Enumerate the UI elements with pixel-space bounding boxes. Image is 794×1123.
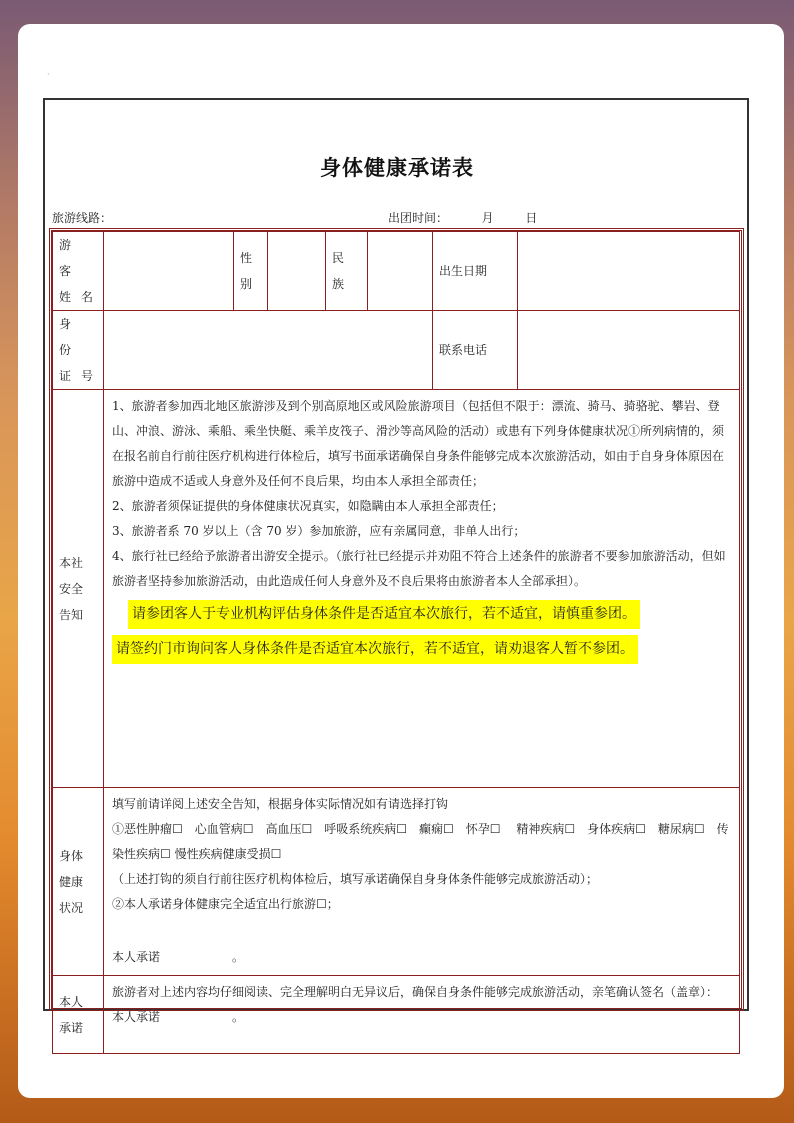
safety-p4: 4、旅行社已经给予旅游者出游安全提示。（旅行社已经提示并劝阻不符合上述条件的旅游者不要参加旅游活动，但如旅游者坚持参加旅游活动，由此造成任何人身意外及不良后果将由旅游者本人全部承担）。 (112, 549, 726, 588)
health-ok-checkbox[interactable]: ②本人承诺身体健康完全适宜出行旅游☐； (112, 897, 339, 911)
health-checklist[interactable]: ①恶性肿瘤☐ 心血管病☐ 高血压☐ 呼吸系统疾病☐ 癫痫☐ 怀孕☐ 精神疾病☐ 身体疾病☐ 糖尿病☐ 传染性疾病☐ 慢性疾病健康受损☐ (112, 822, 729, 861)
birth-field[interactable] (518, 232, 740, 311)
ethnicity-label: 民 族 (326, 232, 368, 311)
safety-p1: 1、旅游者参加西北地区旅游涉及到个别高原地区或风险旅游项目（包括但不限于：漂流、骑马、骑骆驼、攀岩、登山、冲浪、游泳、乘船、乘坐快艇、乘羊皮筏子、滑沙等高风险的活动）或患有下列身体健康状况①所列病情的，须在报名前自行前往医疗机构进行体检后，填写书面承诺确保自身条件能够完成本次旅游活动，如由于自身身体原因在旅游中造成不适或人身意外及任何不良后果，均由本人承担全部责任； (112, 399, 725, 488)
table-row (53, 788, 740, 976)
month-label: 月 (481, 211, 494, 225)
birth-label: 出生日期 (433, 232, 518, 311)
id-label: 身 份 证号 (53, 311, 104, 390)
health-intro: 填写前请详阅上述安全告知，根据身体实际情况如有请选择打钩 (112, 797, 449, 811)
name-field[interactable] (104, 232, 234, 311)
promise-content (104, 976, 740, 1054)
health-status (104, 788, 740, 976)
day-label: 日 (525, 211, 538, 225)
health-signature[interactable]: 本人承诺 。 (112, 950, 245, 964)
table-row (53, 232, 740, 311)
safety-label: 本社 安全 告知 (53, 390, 104, 788)
safety-notice (104, 390, 740, 788)
route-label: 旅游线路： (52, 211, 113, 225)
depart-date (388, 209, 537, 226)
highlight-notice-1: 请参团客人于专业机构评估身体条件是否适宜本次旅行，若不适宜，请慎重参团。 (128, 600, 640, 629)
gender-field[interactable] (268, 232, 326, 311)
page-title: 身体健康承诺表 (320, 155, 474, 180)
highlight-notice-2: 请签约门市询问客人身体条件是否适宜本次旅行，若不适宜，请劝退客人暂不参团。 (112, 635, 638, 664)
table-row (53, 311, 740, 390)
ethnicity-field[interactable] (368, 232, 433, 311)
phone-field[interactable] (518, 311, 740, 390)
id-field[interactable] (104, 311, 433, 390)
promise-signature[interactable]: 本人承诺 。 (112, 1010, 245, 1024)
promise-table (49, 228, 744, 1035)
health-note: （上述打钩的须自行前往医疗机构体检后，填写承诺确保自身身体条件能够完成旅游活动）； (112, 872, 599, 886)
name-label: 游 客 姓名 (53, 232, 104, 311)
table-row (53, 976, 740, 1054)
gender-label: 性 别 (234, 232, 268, 311)
health-label: 身体 健康 状况 (53, 788, 104, 976)
safety-p2: 2、旅游者须保证提供的身体健康状况真实，如隐瞒由本人承担全部责任； (112, 499, 504, 513)
safety-p3: 3、旅游者系 70 岁以上（含 70 岁）参加旅游，应有亲属同意，非单人出行； (112, 524, 526, 538)
phone-label: 联系电话 (433, 311, 518, 390)
depart-label: 出团时间： (388, 211, 449, 225)
promise-text: 旅游者对上述内容均仔细阅读、完全理解明白无异议后，确保自身条件能够完成旅游活动，亲笔确认签名（盖章）： (112, 985, 719, 999)
table-row (53, 390, 740, 788)
promise-label: 本人 承诺 (53, 976, 104, 1054)
page-mark: · (47, 70, 50, 79)
